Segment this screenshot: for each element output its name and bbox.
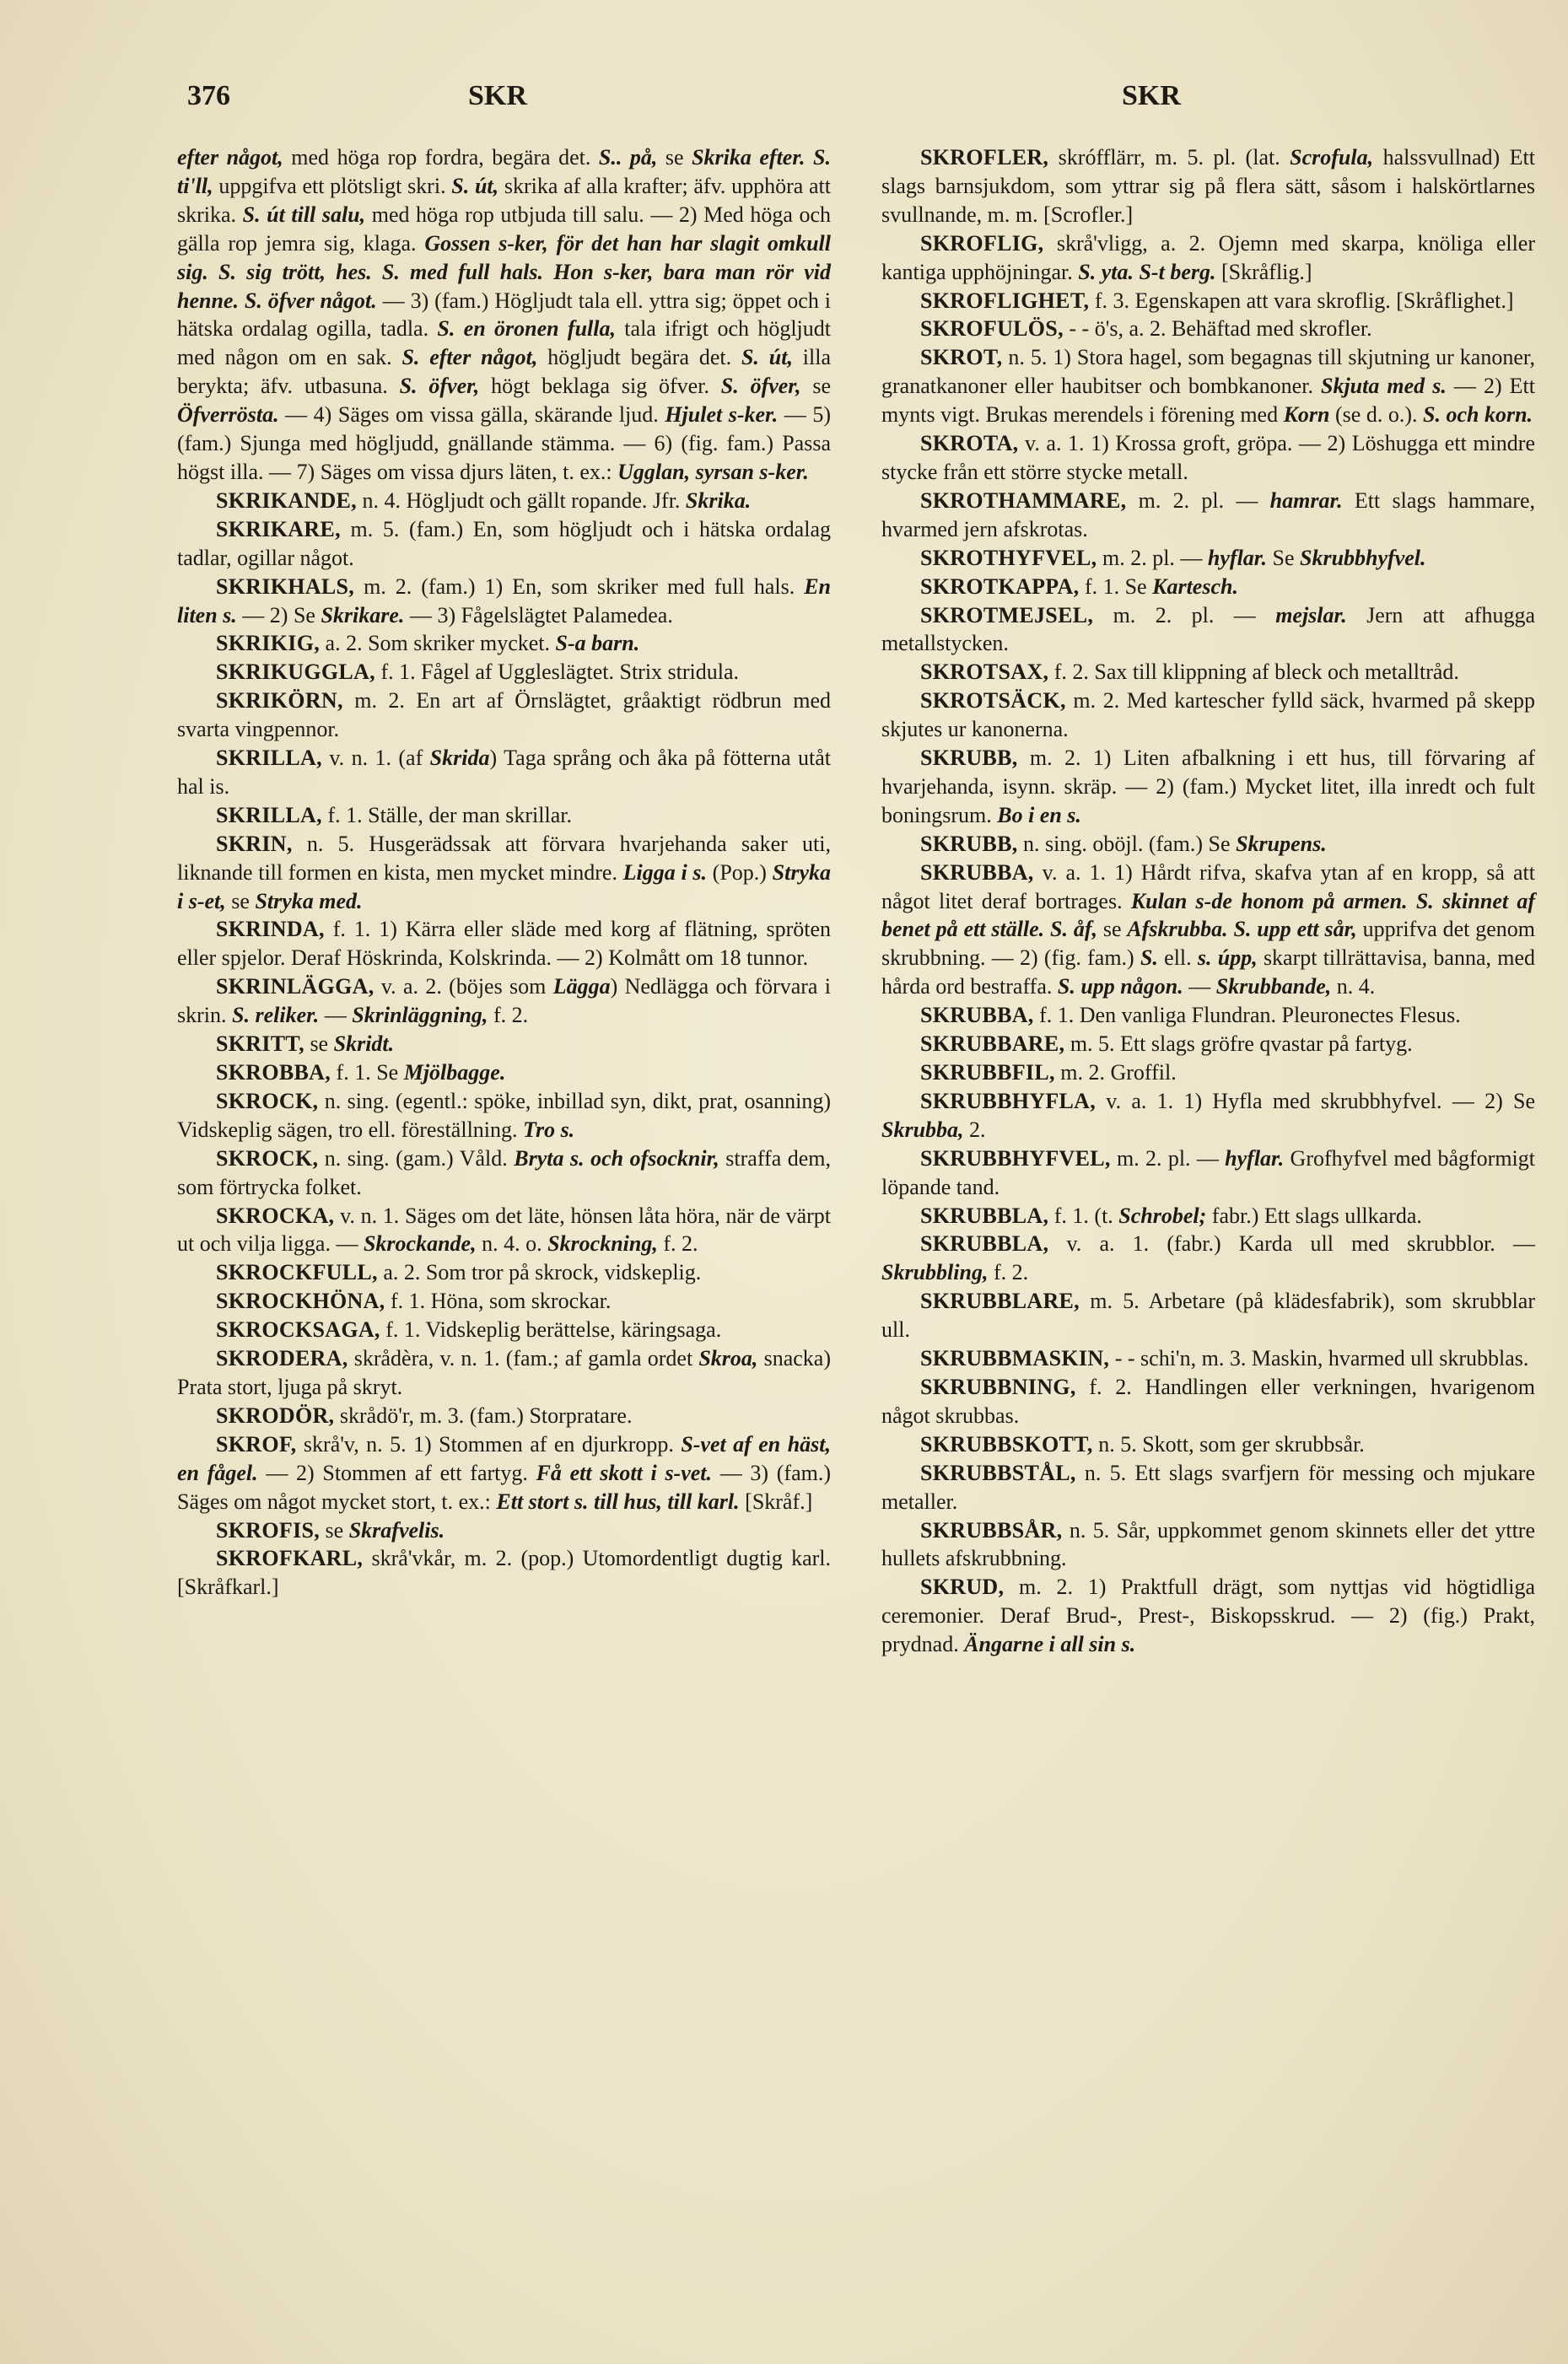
entry-example: Lägga [552, 974, 611, 999]
entry-text: Jern att afhugga metallstycken. [881, 602, 1535, 656]
dictionary-entry [881, 1459, 1535, 1516]
dictionary-entry [177, 1544, 831, 1602]
entry-headword: SKRUBBSÅR, [920, 1517, 1063, 1543]
entry-headword: SKRUBBA, [920, 859, 1034, 885]
dictionary-entry [881, 1344, 1535, 1373]
entry-headword: SKRUBBMASKIN, [920, 1346, 1110, 1371]
entry-text: halssvullnad) Ett slags barnsjukdom, som yttrar sig på flera sätt, såsom i halskörtlarnes svullnande, m. m. [Scrofler.] [881, 145, 1535, 227]
entry-text: f. 2. Sax till klippning af bleck och metalltråd. [1048, 660, 1459, 685]
entry-text: v. a. 1. 1) Hårdt rifva, skafva ytan af en kropp, så att något litet deraf bortrages. [881, 859, 1535, 913]
entry-text: v. n. 1. Säges om det läte, hönsen låta höra, när de värpt ut och vilja ligga. — [177, 1203, 831, 1257]
entry-example: Få ett skott i s-vet. [536, 1460, 713, 1485]
dictionary-entry [177, 1058, 831, 1087]
entry-example: Kartesch. [1152, 573, 1238, 599]
dictionary-entry [881, 287, 1535, 315]
entry-headword: SKRUBBLARE, [920, 1289, 1080, 1314]
entry-headword: SKROTKAPPA, [920, 573, 1080, 599]
entry-example: Afskrubba. S. upp ett sår, [1127, 917, 1357, 942]
entry-example: efter något, [177, 145, 283, 170]
entry-headword: SKRUBBARE, [920, 1031, 1065, 1057]
entry-example: Mjölbagge. [403, 1060, 506, 1085]
entry-text: - - schi'n, m. 3. Maskin, hvarmed ull skrubblas. [1109, 1346, 1529, 1371]
entry-headword: SKROCKSAGA, [216, 1317, 380, 1343]
entry-example: S. öfver, [399, 374, 480, 399]
entry-headword: SKRIKUGGLA, [216, 660, 375, 685]
entry-headword: SKRUBBLA, [920, 1231, 1049, 1257]
entry-headword: SKROFKARL, [216, 1546, 364, 1571]
dictionary-entry [177, 1087, 831, 1144]
entry-text: se [304, 1031, 334, 1057]
entry-text: — 3) Fågelslägtet Palamedea. [404, 602, 673, 627]
entry-text: se [657, 145, 692, 170]
entry-text: m. 2. 1) Praktfull drägt, som nyttjas vid högtidliga ceremonier. Deraf Brud-, Prest-, Biskopsskrud. — 2) (fig.) Prakt, prydnad. [881, 1575, 1535, 1657]
entry-text: f. 1. (t. [1048, 1203, 1119, 1228]
entry-headword: SKRILLA, [216, 746, 322, 771]
entry-text: högljudt begära det. [537, 345, 741, 370]
entry-text: f. 3. Egenskapen att vara skroflig. [Skråflighet.] [1089, 288, 1514, 313]
entry-text: f. 2. [657, 1231, 698, 1257]
dictionary-entry [177, 801, 831, 830]
entry-text: (se d. o.). [1329, 402, 1423, 428]
dictionary-entry [177, 744, 831, 801]
entry-example: S. út till salu, [242, 202, 366, 227]
entry-example: Hjulet s-ker. [665, 402, 779, 428]
entry-example: Stryka i s-et, [177, 859, 831, 913]
entry-text: — 2) Stommen af ett fartyg. [257, 1460, 536, 1485]
entry-text: skrå'v, n. 5. 1) Stommen af en djurkropp. [296, 1431, 682, 1457]
entry-text: med höga rop utbjuda till salu. — 2) Med höga och gälla rop jemra sig, klaga. [177, 202, 832, 256]
entry-headword: SKRUBBHYFVEL, [920, 1145, 1111, 1171]
entry-example: mejslar. [1275, 602, 1347, 627]
entry-text: f. 1. Vidskeplig berättelse, käringsaga. [380, 1317, 722, 1343]
entry-example: Bryta s. och ofsocknir, [514, 1145, 719, 1171]
entry-text: straffa dem, som förtrycka folket. [177, 1145, 831, 1199]
entry-text: v. a. 1. 1) Krossa groft, gröpa. — 2) Löshugga ett mindre stycke från ett större stycke metall. [881, 431, 1535, 484]
entry-example: s. úpp, [1197, 945, 1258, 971]
entry-text: [Skråflig.] [1215, 259, 1312, 284]
entry-headword: SKROTSÄCK, [920, 688, 1066, 714]
entry-text: f. 1. 1) Kärra eller släde med korg af flätning, spröten eller spjelor. Deraf Höskrinda, Kolskrinda. — 2) Kolmått om 18 tunnor. [177, 917, 831, 971]
entry-headword: SKROCK, [216, 1145, 319, 1171]
dictionary-entry [881, 1058, 1535, 1087]
entry-example: Skrockning, [547, 1231, 658, 1257]
dictionary-entry [177, 1144, 831, 1202]
entry-headword: SKROCKHÖNA, [216, 1289, 385, 1314]
entry-text: Ett slags hammare, hvarmed jern afskrotas. [881, 487, 1535, 541]
dictionary-entry [177, 972, 831, 1030]
entry-text: n. 4. [1331, 974, 1376, 999]
entry-example: Skrika. [685, 487, 752, 513]
entry-text: — 2) Ett mynts vigt. Brukas merendels i förening med [881, 374, 1535, 428]
entry-example: Skrubbande, [1215, 974, 1332, 999]
entry-headword: SKROCKFULL, [216, 1260, 378, 1285]
entry-text: högt beklaga sig öfver. [479, 374, 721, 399]
left-guide-word: SKR [468, 80, 527, 111]
entry-headword: SKROTSAX, [920, 660, 1049, 685]
entry-headword: SKRODERA, [216, 1346, 348, 1371]
dictionary-entry [881, 343, 1535, 429]
entry-headword: SKRUBBLA, [920, 1203, 1049, 1228]
entry-example: Ugglan, syrsan s-ker. [617, 459, 809, 484]
entry-text: n. 5. 1) Stora hagel, som begagnas till skjutning ur kanoner, granatkanoner eller haubitser och bombkanoner. [881, 345, 1535, 399]
entry-headword: SKRIKÖRN, [216, 688, 343, 714]
dictionary-entry [177, 1030, 831, 1058]
entry-example: Öfverrösta. [177, 402, 279, 428]
entry-example: Korn [1283, 402, 1330, 428]
entry-headword: SKRILLA, [216, 802, 322, 827]
entry-headword: SKRIKIG, [216, 631, 321, 656]
entry-example: Scrofula, [1290, 145, 1374, 170]
entry-example: Skrika efter. S. ti'll, [177, 145, 831, 198]
dictionary-entry [177, 658, 831, 687]
entry-headword: SKRODÖR, [216, 1403, 335, 1428]
dictionary-entry [881, 1287, 1535, 1344]
entry-example: Skrockande, [363, 1231, 477, 1257]
dictionary-entry [177, 1430, 831, 1516]
entry-example: S. [1140, 945, 1158, 971]
entry-headword: SKROTHAMMARE, [920, 487, 1127, 513]
entry-example: S.. på, [598, 145, 658, 170]
entry-example: Skrikare. [321, 602, 405, 627]
entry-example: S. reliker. [232, 1003, 320, 1028]
entry-text: m. 2. pl. — [1097, 545, 1208, 570]
entry-text: upprifva det genom skrubbning. — 2) (fig. fam.) [881, 917, 1535, 971]
dictionary-entry [881, 315, 1535, 343]
entry-text: fabr.) Ett slags ullkarda. [1206, 1203, 1422, 1228]
entry-example: Stryka med. [255, 888, 363, 913]
entry-text: skrådèra, v. n. 1. (fam.; af gamla ordet [348, 1346, 699, 1371]
dictionary-entry [881, 573, 1535, 601]
entry-headword: SKRUBBNING, [920, 1374, 1076, 1399]
entry-example: Kulan s-de honom på armen. S. skinnet af benet på ett ställe. S. åf, [881, 888, 1535, 942]
dictionary-entry [177, 915, 831, 972]
dictionary-entry [177, 1344, 831, 1402]
dictionary-entry [881, 1373, 1535, 1430]
entry-headword: SKRUBB, [920, 746, 1018, 771]
entry-text: a. 2. Som skriker mycket. [320, 631, 556, 656]
entry-headword: SKROFLER, [920, 145, 1049, 170]
entry-example: Skrida [429, 746, 490, 771]
entry-example: S. en öronen fulla, [437, 316, 616, 342]
entry-text: f. 2. Handlingen eller verkningen, hvarigenom något skrubbas. [881, 1374, 1535, 1428]
entry-headword: SKRIN, [216, 831, 293, 856]
dictionary-entry [177, 1402, 831, 1430]
entry-headword: SKRUD, [920, 1575, 1005, 1600]
entry-text: — 2) Se [236, 602, 321, 627]
entry-text: n. 5. Ett slags svarfjern för messing och mjukare metaller. [881, 1460, 1535, 1514]
dictionary-entry [881, 601, 1535, 659]
entry-text: m. 2. En art af Örnslägtet, gråaktigt rödbrun med svarta vingpennor. [177, 688, 831, 742]
entry-example: S. upp någon. [1057, 974, 1183, 999]
entry-text: se [225, 888, 256, 913]
entry-headword: SKRITT, [216, 1031, 304, 1057]
entry-example: Skrafvelis. [348, 1517, 445, 1543]
dictionary-entry [177, 487, 831, 515]
dictionary-entry [177, 1316, 831, 1344]
dictionary-entry [881, 143, 1535, 229]
entry-headword: SKROF, [216, 1431, 297, 1457]
dictionary-entry [177, 1258, 831, 1287]
entry-example: Skrubbling, [881, 1260, 989, 1285]
entry-example: S. út, [451, 173, 499, 198]
dictionary-entry [881, 687, 1535, 744]
entry-example: Ett stort s. till hus, till karl. [496, 1489, 740, 1514]
entry-text: m. 2. pl. — [1093, 602, 1276, 627]
dictionary-entry [881, 1573, 1535, 1659]
entry-text: — 3) (fam.) Högljudt tala ell. yttra sig; öppet och i hätska ordalag ogilla, tadla. [177, 288, 831, 342]
entry-text: illa berykta; äfv. utbasuna. [177, 345, 832, 399]
entry-text: n. 5. Sår, uppkommet genom skinnets eller det yttre hullets afskrubbning. [881, 1517, 1535, 1571]
entry-text: a. 2. Som tror på skrock, vidskeplig. [377, 1260, 702, 1285]
entry-text: skrika af alla krafter; äfv. upphöra att skrika. [177, 173, 831, 227]
entry-example: Skrinläggning, [352, 1003, 488, 1028]
entry-text: f. 1. Se [1079, 573, 1153, 599]
entry-text: snacka) Prata stort, ljuga på skryt. [177, 1346, 831, 1399]
entry-text: m. 2. pl. — [1126, 487, 1270, 513]
dictionary-entry [177, 1287, 831, 1316]
entry-text: 2. [963, 1117, 986, 1142]
entry-example: Skroa, [698, 1346, 758, 1371]
entry-text: f. 2. [488, 1003, 529, 1028]
entry-example: En liten s. [177, 573, 831, 627]
entry-headword: SKROBBA, [216, 1060, 331, 1085]
entry-text: f. 1. Den vanliga Flundran. Pleuronectes Flesus. [1033, 1003, 1461, 1028]
entry-example: S-vet af en häst, en fågel. [177, 1431, 831, 1485]
entry-text: skrå'vkår, m. 2. (pop.) Utomordentligt dugtig karl. [Skråfkarl.] [177, 1546, 831, 1600]
entry-headword: SKRINDA, [216, 917, 325, 942]
entry-example: S. och korn. [1423, 402, 1533, 428]
dictionary-entry [881, 658, 1535, 687]
entry-text: Grofhyfvel med bågformigt löpande tand. [881, 1145, 1535, 1199]
entry-example: Ängarne i all sin s. [964, 1632, 1136, 1657]
entry-text: f. 1. Fågel af Uggleslägtet. Strix stridula. [374, 660, 740, 685]
dictionary-entry [881, 544, 1535, 573]
entry-text: med höga rop fordra, begära det. [283, 145, 599, 170]
dictionary-entry [177, 629, 831, 658]
entry-example: S. efter något, [401, 345, 538, 370]
entry-headword: SKRINLÄGGA, [216, 974, 374, 999]
dictionary-entry [177, 573, 831, 630]
entry-text: uppgifva ett plötsligt skri. [213, 173, 452, 198]
entry-text: — 4) Säges om vissa gälla, skärande ljud. [278, 402, 665, 428]
entry-headword: SKROFLIGHET, [920, 288, 1090, 313]
entry-headword: SKRUBBSKOTT, [920, 1431, 1093, 1457]
entry-example: S. yta. S-t berg. [1078, 259, 1216, 284]
entry-headword: SKRUBBFIL, [920, 1060, 1055, 1085]
dictionary-entry [881, 859, 1535, 1002]
entry-text: m. 2. Groffil. [1054, 1060, 1177, 1085]
entry-example: S. út, [741, 345, 793, 370]
entry-headword: SKRIKHALS, [216, 573, 355, 599]
entry-text: (Pop.) [706, 859, 773, 885]
entry-example: Schrobel; [1118, 1203, 1207, 1228]
entry-text: m. 2. Med kartescher fylld säck, hvarmed på skepp skjutes ur kanonerna. [881, 688, 1535, 742]
entry-text: tala ifrigt och högljudt med någon om en sak. [177, 316, 831, 370]
entry-text: v. a. 1. 1) Hyfla med skrubbhyfvel. — 2) Se [1096, 1088, 1535, 1113]
entry-example: Bo i en s. [997, 802, 1081, 827]
entry-example: Tro s. [523, 1117, 575, 1142]
entry-text: ell. [1157, 945, 1198, 971]
entry-text: skrófflärr, m. 5. pl. (lat. [1048, 145, 1291, 170]
dictionary-entry [881, 1144, 1535, 1202]
entry-headword: SKRIKARE, [216, 516, 341, 541]
dictionary-entry [881, 1230, 1535, 1287]
right-guide-word: SKR [1122, 80, 1181, 111]
entry-text: n. 4. o. [476, 1231, 548, 1257]
entry-headword: SKROFIS, [216, 1517, 321, 1543]
entry-text: — [1183, 974, 1216, 999]
page-header [0, 80, 1568, 131]
entry-headword: SKRUBBSTÅL, [920, 1460, 1076, 1485]
dictionary-entry [881, 1202, 1535, 1230]
entry-headword: SKRUBBA, [920, 1003, 1034, 1028]
dictionary-entry [177, 687, 831, 744]
entry-text: n. sing. (gam.) Våld. [318, 1145, 515, 1171]
entry-text: m. 2. (fam.) 1) En, som skriker med full hals. [354, 573, 805, 599]
dictionary-entry [881, 429, 1535, 487]
entry-text: se [1097, 917, 1128, 942]
entry-headword: SKRUBBHYFLA, [920, 1088, 1097, 1113]
entry-text: m. 2. pl. — [1110, 1145, 1226, 1171]
entry-text: ) Taga språng och åka på fötterna utåt hal is. [177, 746, 831, 799]
entry-text: - - ö's, a. 2. Behäftad med skrofler. [1063, 316, 1372, 342]
dictionary-entry [177, 515, 831, 573]
entry-example: Skjuta med s. [1321, 374, 1447, 399]
dictionary-entry [881, 1430, 1535, 1459]
entry-text: v. n. 1. (af [321, 746, 430, 771]
entry-example: hyflar. [1225, 1145, 1285, 1171]
dictionary-entry [177, 830, 831, 916]
dictionary-entry [177, 1516, 831, 1545]
entry-text: [Skråf.] [739, 1489, 813, 1514]
dictionary-entry [881, 830, 1535, 859]
left-column [177, 143, 831, 1602]
entry-text: f. 2. [988, 1260, 1029, 1285]
dictionary-entry [177, 143, 831, 487]
entry-text: skrådö'r, m. 3. (fam.) Storpratare. [334, 1403, 633, 1428]
entry-text: n. sing. oböjl. (fam.) Se [1017, 831, 1237, 856]
entry-headword: SKROCK, [216, 1088, 319, 1113]
entry-text: f. 1. Höna, som skrockar. [385, 1289, 612, 1314]
entry-text: m. 5. (fam.) En, som högljudt och i hätska ordalag tadlar, ogillar något. [177, 516, 831, 570]
entry-text: — 5) (fam.) Sjunga med högljudd, gnällande stämma. — 6) (fig. fam.) Passa högst illa. — 7) Säges om vissa djurs läten, t. ex.: [177, 402, 831, 484]
entry-text: n. 5. Skott, som ger skrubbsår. [1092, 1431, 1365, 1457]
dictionary-entry [881, 487, 1535, 544]
entry-headword: SKROCKA, [216, 1203, 335, 1228]
entry-text: n. 4. Högljudt och gällt ropande. Jfr. [356, 487, 686, 513]
entry-headword: SKROTA, [920, 431, 1019, 456]
entry-text: skrå'vligg, a. 2. Ojemn med skarpa, knöliga eller kantiga upphöjningar. [881, 230, 1535, 284]
entry-headword: SKROT, [920, 345, 1003, 370]
entry-text: f. 1. Se [331, 1060, 404, 1085]
entry-headword: SKRIKANDE, [216, 487, 357, 513]
entry-example: Skridt. [333, 1031, 395, 1057]
entry-text: skarpt tillrättavisa, banna, med hårda ord bestraffa. [881, 945, 1535, 999]
entry-example: S-a barn. [555, 631, 640, 656]
entry-text: m. 2. 1) Liten afbalkning i ett hus, till förvaring af hvarjehanda, isynn. skräp. — 2) (fam.) Mycket litet, illa inredt och fult boningsrum. [881, 746, 1535, 827]
entry-headword: SKRUBB, [920, 831, 1018, 856]
right-column [881, 143, 1535, 1659]
dictionary-entry [881, 229, 1535, 287]
entry-example: Gossen s-ker, för det han har slagit omkull sig. S. sig trött, hes. S. med full hals. Hon s-ker, bara man rör vid henne. S. öfver något. [177, 230, 831, 313]
dictionary-entry [881, 1030, 1535, 1058]
entry-example: Skrupens. [1236, 831, 1327, 856]
dictionary-entry [881, 1001, 1535, 1030]
page-number: 376 [187, 80, 230, 111]
entry-text: Se [1267, 545, 1300, 570]
entry-example: S. öfver, [720, 374, 801, 399]
entry-example: hyflar. [1207, 545, 1267, 570]
entry-text: se [800, 374, 831, 399]
entry-text: v. a. 1. (fabr.) Karda ull med skrubblor. — [1048, 1231, 1535, 1257]
entry-text: f. 1. Ställe, der man skrillar. [321, 802, 572, 827]
entry-text: m. 5. Ett slags gröfre qvastar på fartyg. [1064, 1031, 1413, 1057]
dictionary-entry [881, 1516, 1535, 1574]
entry-text: ) Nedlägga och förvara i skrin. [177, 974, 831, 1028]
entry-text: — 3) (fam.) Säges om något mycket stort, t. ex.: [177, 1460, 831, 1514]
entry-example: Skrubba, [881, 1117, 964, 1142]
dictionary-entry [881, 744, 1535, 830]
entry-headword: SKROFLIG, [920, 230, 1044, 256]
entry-text: — [319, 1003, 353, 1028]
entry-headword: SKROTHYFVEL, [920, 545, 1097, 570]
entry-text: v. a. 2. (böjes som [374, 974, 553, 999]
entry-example: Skrubbhyfvel. [1300, 545, 1426, 570]
entry-text: n. 5. Husgerädssak att förvara hvarjehanda saker uti, liknande till formen en kista, men mycket mindre. [177, 831, 831, 885]
entry-text: n. sing. (egentl.: spöke, inbillad syn, dikt, prat, osanning) Vidskeplig sägen, tro ell. föreställning. [177, 1088, 831, 1142]
entry-example: Ligga i s. [622, 859, 707, 885]
entry-headword: SKROTMEJSEL, [920, 602, 1094, 627]
entry-text: se [320, 1517, 349, 1543]
dictionary-entry [881, 1087, 1535, 1144]
entry-headword: SKROFULÖS, [920, 316, 1064, 342]
entry-example: hamrar. [1269, 487, 1343, 513]
entry-text: m. 5. Arbetare (på klädesfabrik), som skrubblar ull. [881, 1289, 1535, 1343]
dictionary-entry [177, 1202, 831, 1259]
